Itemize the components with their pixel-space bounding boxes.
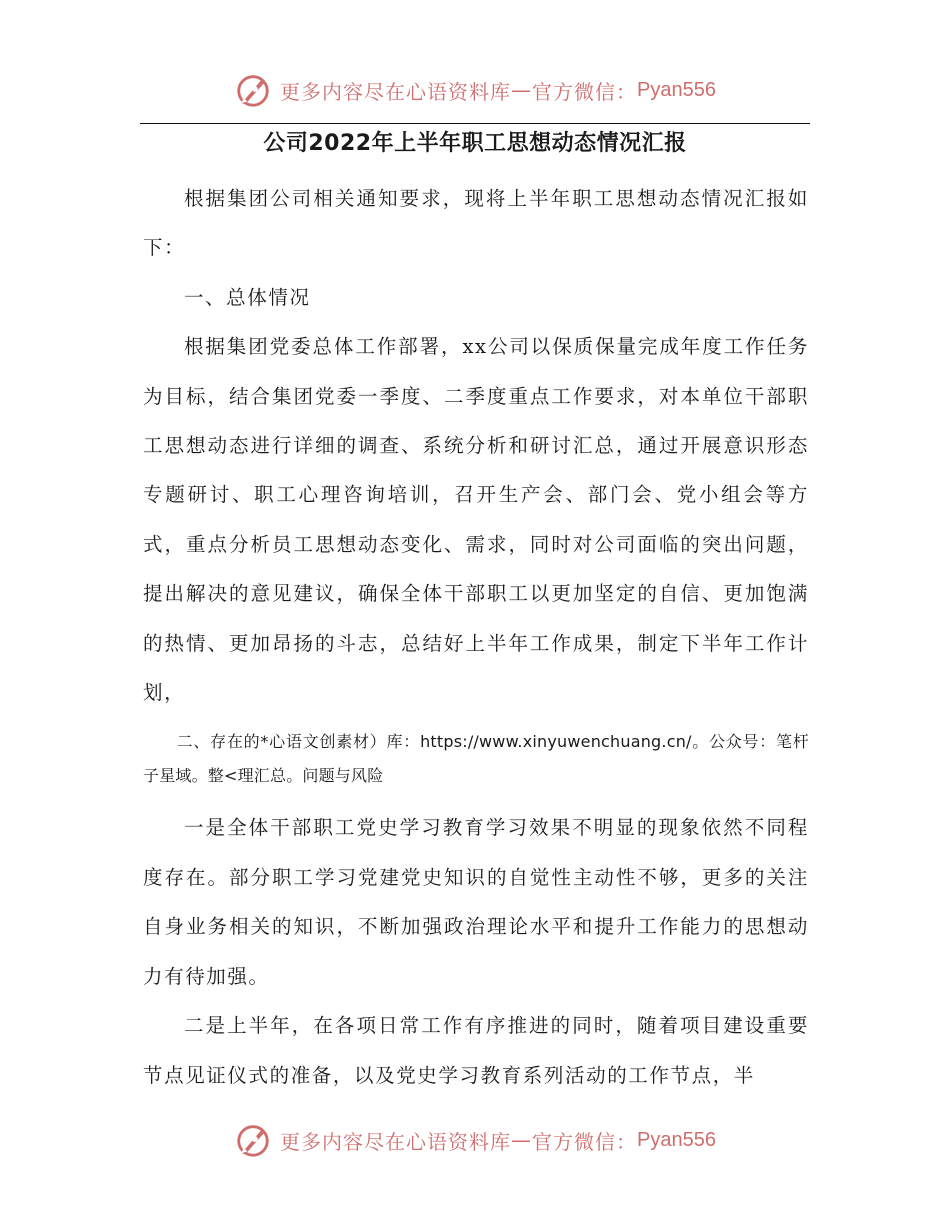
- pen-logo-icon: [234, 1121, 272, 1159]
- watermark-id: Pyan556: [637, 1128, 716, 1151]
- watermark-label: 官方微信：: [532, 79, 638, 104]
- watermark-text: 更多内容尽在心语资料库: [280, 79, 512, 104]
- pen-logo-icon: [234, 71, 272, 109]
- document-body: [143, 174, 809, 1100]
- paragraph-issue-2: 二是上半年，在各项日常工作有序推进的同时，随着项目建设重要节点见证仪式的准备，以及党史学习教育系列活动的工作节点，半: [143, 1014, 809, 1087]
- footer-watermark: [0, 1118, 950, 1162]
- watermark-label: 官方微信：: [532, 1129, 638, 1154]
- watermark-separator: —: [511, 1128, 533, 1152]
- section-heading-1: 一、总体情况: [183, 285, 311, 309]
- document-title: 公司2022年上半年职工思想动态情况汇报: [263, 131, 687, 156]
- paragraph-issue-1: 一是全体干部职工党史学习教育学习效果不明显的现象依然不同程度存在。部分职工学习党建党史知识的自觉性主动性不够，更多的关注自身业务相关的知识，不断加强政治理论水平和提升工作能力的思想动力有待加强。: [143, 816, 809, 988]
- paragraph-intro: 根据集团公司相关通知要求，现将上半年职工思想动态情况汇报如下：: [143, 187, 809, 260]
- header-watermark: [0, 68, 950, 112]
- header-rule: [140, 123, 810, 124]
- section-heading-2: 二、存在的*心语文创素材）库：https://www.xinyuwenchuang.cn/。公众号：笔杆子星域。整<理汇总。问题与风险: [143, 732, 809, 786]
- paragraph-overview: 根据集团党委总体工作部署，xx公司以保质保量完成年度工作任务为目标，结合集团党委一季度、二季度重点工作要求，对本单位干部职工思想动态进行详细的调查、系统分析和研讨汇总，通过开展意识形态专题研讨、职工心理咨询培训，召开生产会、部门会、党小组会等方式，重点分析员工思想动态变化、需求，同时对公司面临的突出问题，提出解决的意见建议，确保全体干部职工以更加坚定的自信、更加饱满的热情、更加昂扬的斗志，总结好上半年工作成果，制定下半年工作计划，: [143, 335, 809, 705]
- watermark-id: Pyan556: [637, 78, 716, 101]
- watermark-text: 更多内容尽在心语资料库: [280, 1129, 512, 1154]
- watermark-separator: —: [511, 78, 533, 102]
